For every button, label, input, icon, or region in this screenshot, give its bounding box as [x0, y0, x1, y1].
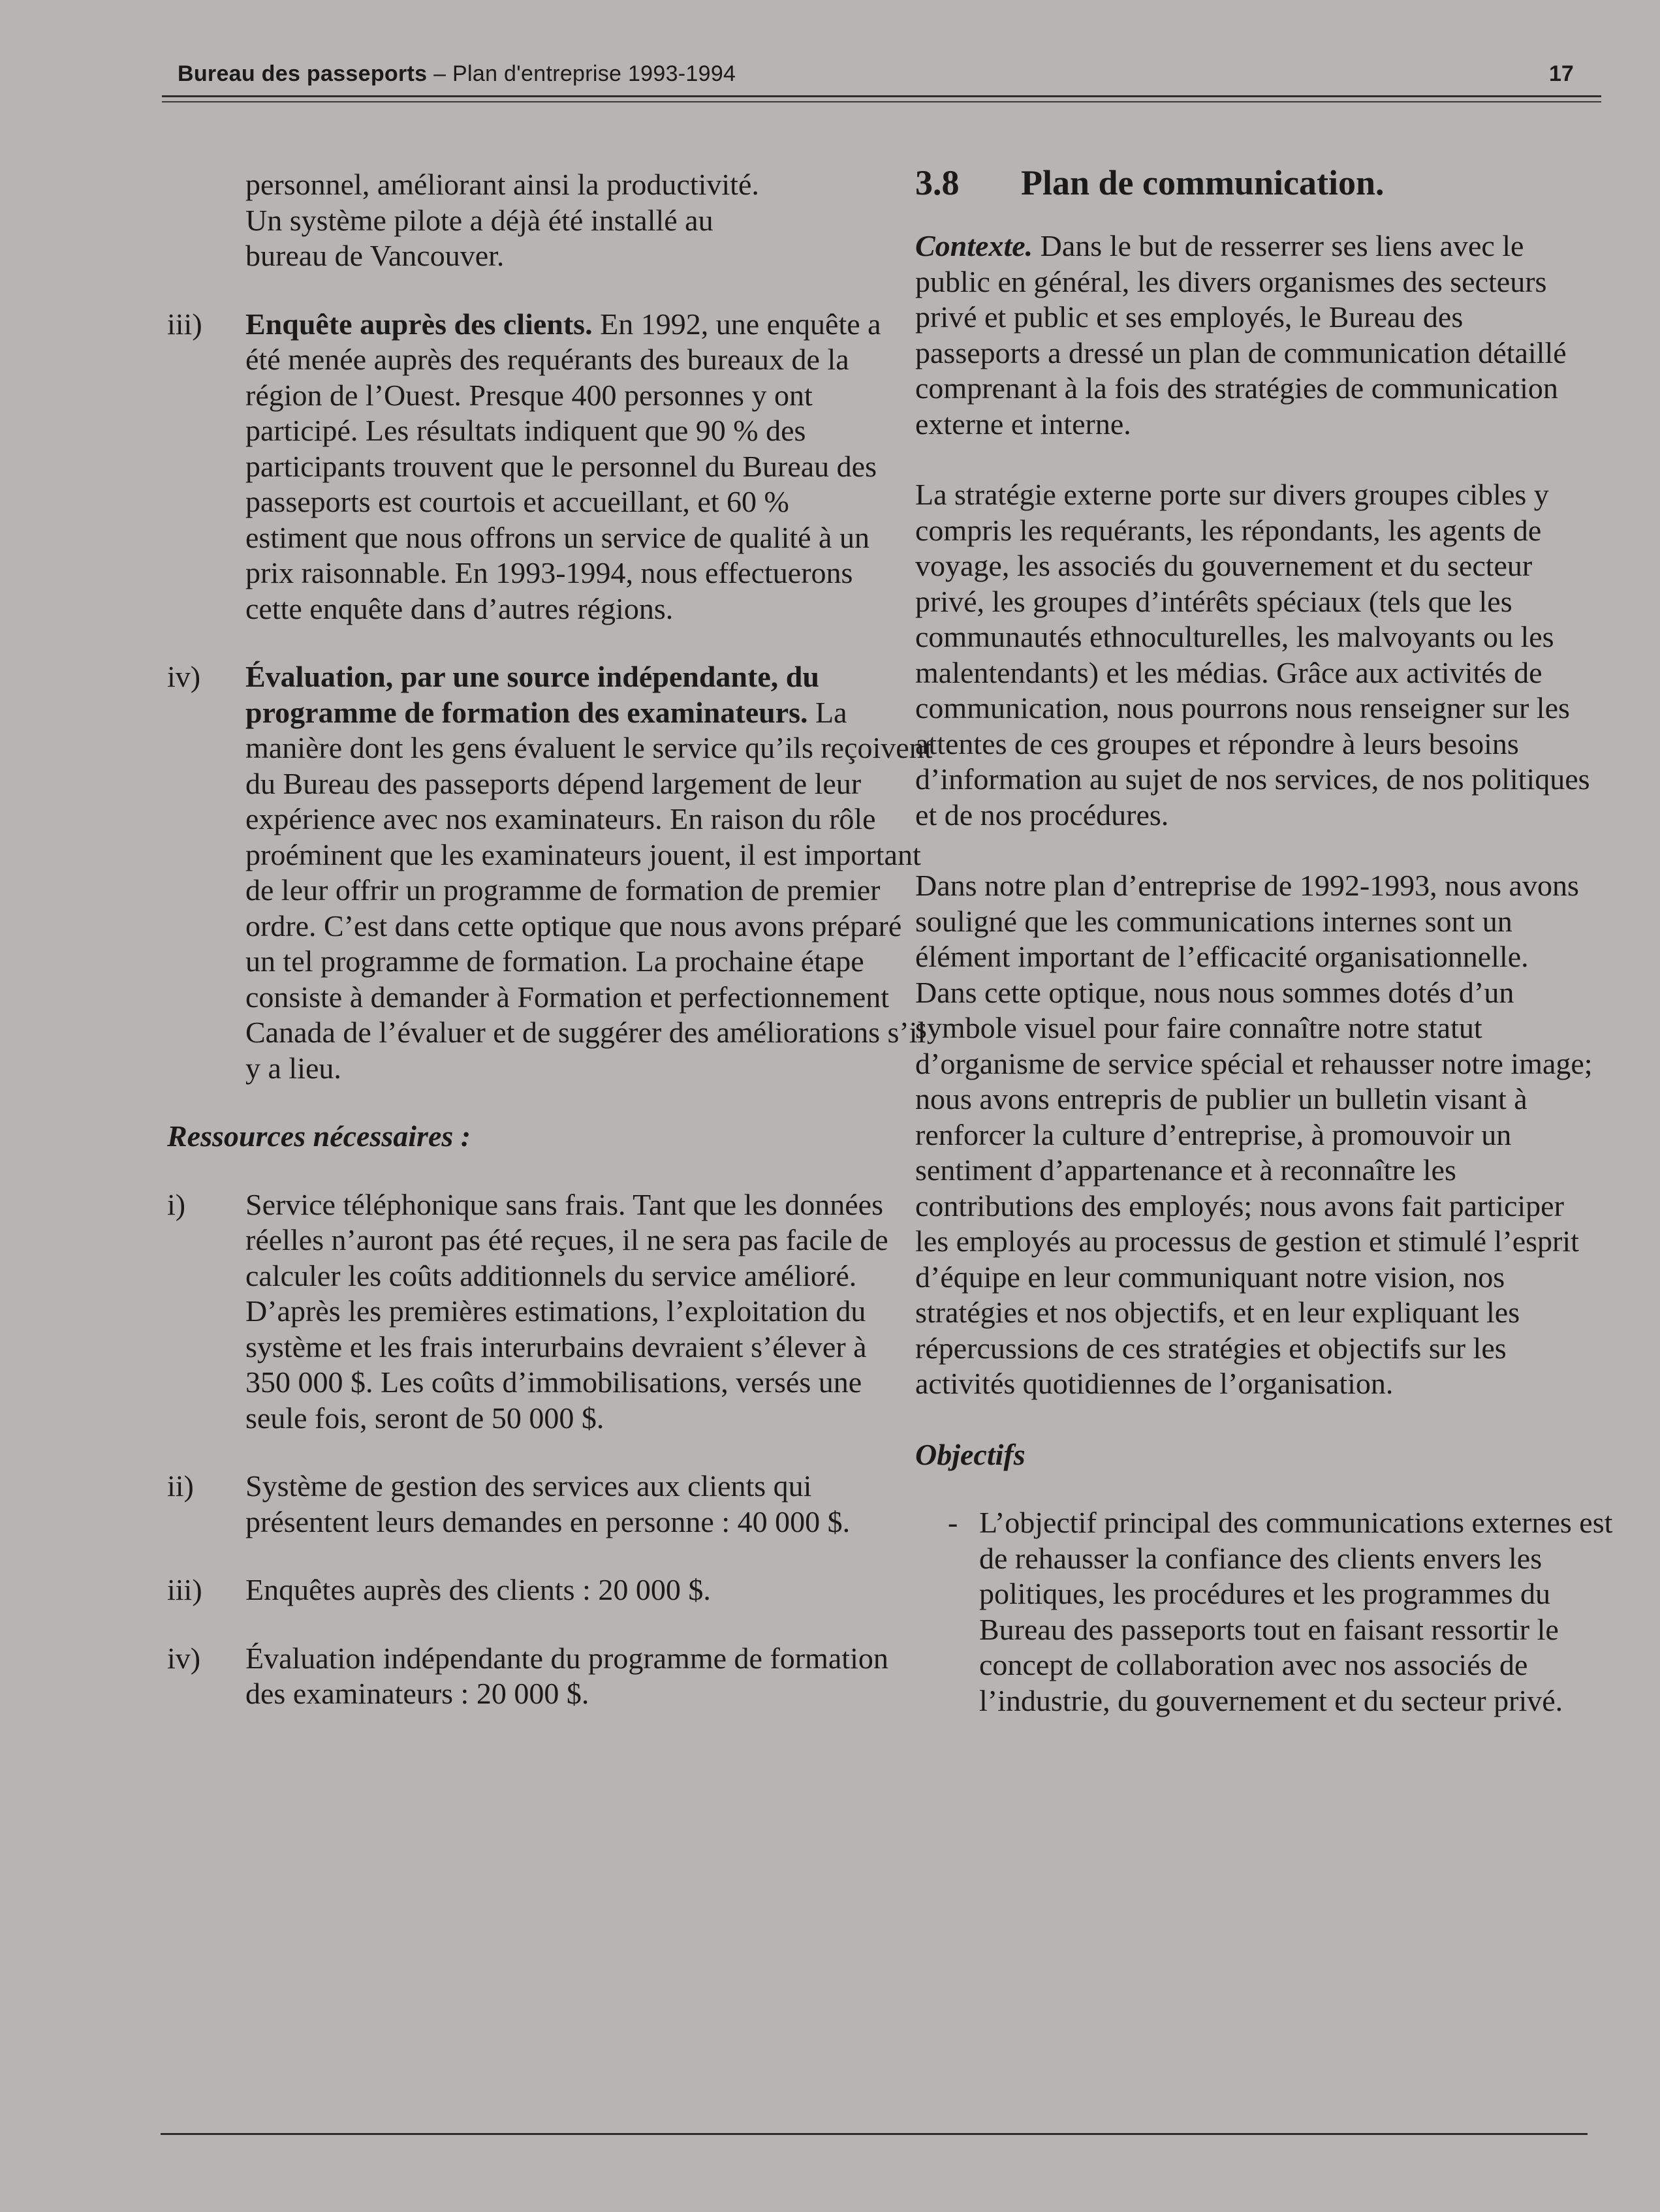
running-header: [178, 61, 736, 87]
objective-text: L’objectif principal des communications externes est de rehausser la confiance des clients envers les politiques, les procédures et les programmes du Bureau des passeports tout en faisant ressortir le concept de collaboration avec nos associés de l’industrie, du gouvernement et du secteur privé.: [979, 1506, 1613, 1717]
list-item-body: En 1992, une enquête a été menée auprès des requérants des bureaux de la région de l’Ouest. Presque 400 personnes y ont participé. Les résultats indiquent que 90 % des participants trouvent que le personnel du Bureau des passeports est courtois et accueillant, et 60 % estiment que nous offrons un service de qualité à un prix raisonnable. En 1993-1994, nous effectuerons cette enquête dans d’autres régions.: [245, 307, 881, 625]
list-item-title: Enquête auprès des clients.: [245, 307, 593, 341]
resource-item-i: [167, 1187, 898, 1437]
header-title-bold: Bureau des passeports: [178, 61, 428, 86]
resource-item-iv: [167, 1641, 918, 1712]
resource-item-number: iv): [167, 1641, 201, 1675]
continuation-paragraph: [167, 167, 768, 274]
objectives-heading: Objectifs: [915, 1437, 1026, 1471]
left-column: [167, 167, 933, 1712]
list-item-iii: [167, 307, 898, 627]
header-rule: [162, 95, 1601, 97]
context-paragraph: [915, 228, 1594, 442]
external-strategy-paragraph: La stratégie externe porte sur divers groupes cibles y compris les requérants, les répondants, les agents de voyage, les associés du gouvernement et du secteur privé, les groupes d’intérêts spéciaux (tels que les communautés ethnoculturelles, les malvoyants ou les malentendants) et les médias. Grâce aux activités de communication, nous pourrons nous renseigner sur les attentes de ces groupes et répondre à leurs besoins d’information au sujet de nos services, de nos politiques et de nos procédures.: [915, 478, 1590, 832]
page-number: 17: [1549, 61, 1574, 86]
continuation-text: personnel, améliorant ainsi la productivité. Un système pilote a déjà été installé au bureau de Vancouver.: [245, 168, 759, 272]
resource-item-ii: [167, 1469, 918, 1540]
objective-item: [915, 1505, 1632, 1719]
list-item-title: Évaluation, par une source indépendante, du programme de formation des examinateurs.: [245, 660, 819, 729]
list-item-number: iv): [167, 660, 201, 693]
footer-rule: [161, 2133, 1588, 2135]
internal-communications-paragraph: Dans notre plan d’entreprise de 1992-1993, nous avons souligné que les communications internes sont un élément important de l’efficacité organisationnelle. Dans cette optique, nous nous sommes dotés d’un symbole visuel pour faire connaître notre statut d’organisme de service spécial et rehausser notre image; nous avons entrepris de publier un bulletin visant à renforcer la culture d’entreprise, à promouvoir un sentiment d’appartenance et à reconnaître les contributions des employés; nous avons fait participer les employés au processus de gestion et stimulé l’esprit d’équipe en leur communiquant notre vision, nos stratégies et nos objectifs, et en leur expliquant les répercussions de ces stratégies et objectifs sur les activités quotidiennes de l’organisation.: [915, 869, 1593, 1400]
section-heading: [915, 163, 1594, 202]
section-title: Plan de communication.: [1021, 163, 1385, 202]
resource-item-text: Service téléphonique sans frais. Tant que les données réelles n’auront pas été reçues, il ne sera pas facile de calculer les coûts additionnels du service amélioré. D’après les premières estimations, l’exploitation du système et les frais interurbains devraient s’élever à 350 000 $. Les coûts d’immobilisations, versés une seule fois, seront de 50 000 $.: [245, 1187, 888, 1435]
list-item-iv: [167, 659, 937, 1086]
context-text: Dans le but de resserrer ses liens avec le public en général, les divers organismes des secteurs privé et public et ses employés, le Bureau des passeports a dressé un plan de communication détaillé comprenant à la fois des stratégies de communication externe et interne.: [915, 229, 1567, 441]
right-column: [915, 163, 1613, 1719]
section-number: 3.8: [915, 163, 960, 202]
resources-heading: Ressources nécessaires :: [167, 1119, 471, 1153]
resource-item-iii: [167, 1572, 859, 1608]
resource-item-text: Enquêtes auprès des clients : 20 000 $.: [245, 1573, 711, 1606]
list-item-number: iii): [167, 307, 202, 341]
list-item-body: La manière dont les gens évaluent le service qu’ils reçoivent du Bureau des passeports dépend largement de leur expérience avec nos examinateurs. En raison du rôle proéminent que les examinateurs jouent, il est important de leur offrir un programme de formation de premier ordre. C’est dans cette optique que nous avons préparé un tel programme de formation. La prochaine étape consiste à demander à Formation et perfectionnement Canada de l’évaluer et de suggérer des améliorations s’il y a lieu.: [245, 695, 933, 1085]
resource-item-text: Évaluation indépendante du programme de formation des examinateurs : 20 000 $.: [245, 1641, 888, 1710]
objective-bullet: -: [948, 1506, 958, 1539]
resource-item-number: iii): [167, 1573, 202, 1606]
header-title-rest: – Plan d'entreprise 1993-1994: [427, 61, 736, 86]
resource-item-number: ii): [167, 1469, 194, 1503]
header-rule-secondary: [162, 101, 1601, 102]
resource-item-number: i): [167, 1187, 186, 1221]
context-label: Contexte.: [915, 229, 1033, 262]
resource-item-text: Système de gestion des services aux clients qui présentent leurs demandes en personne : 40 000 $.: [245, 1469, 851, 1538]
